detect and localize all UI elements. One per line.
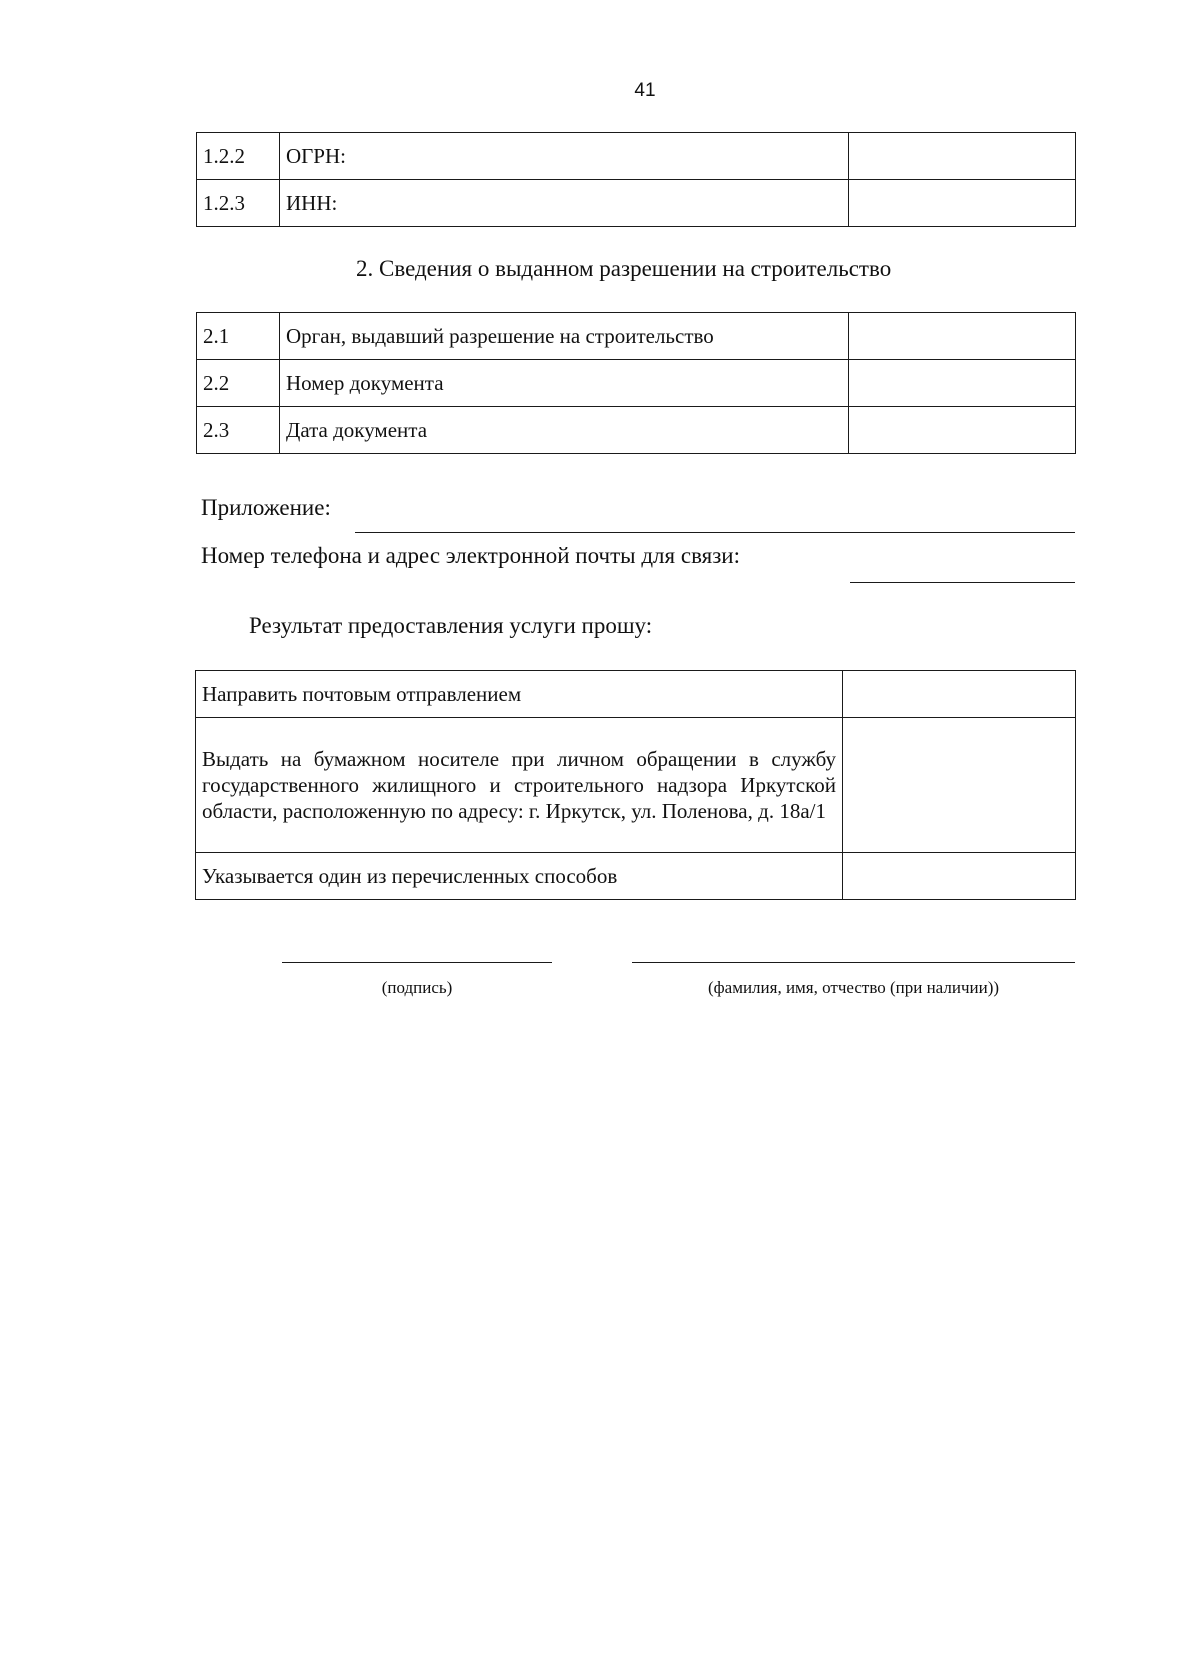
- paper-pickup-option-checkbox[interactable]: [843, 718, 1076, 853]
- applicant-ids-table: [196, 132, 1076, 227]
- result-option-text: Направить почтовым отправлением: [196, 671, 843, 718]
- row-number: 2.3: [197, 407, 280, 454]
- row-label: Орган, выдавший разрешение на строительство: [280, 313, 849, 360]
- inn-value-cell[interactable]: [849, 180, 1076, 227]
- postal-option-checkbox[interactable]: [843, 671, 1076, 718]
- issuing-body-value-cell[interactable]: [849, 313, 1076, 360]
- full-name-caption: (фамилия, имя, отчество (при наличии)): [707, 978, 1000, 997]
- ogrn-value-cell[interactable]: [849, 133, 1076, 180]
- table-row: [196, 718, 1076, 853]
- table-row: [196, 671, 1076, 718]
- appendix-input-line[interactable]: [355, 532, 1075, 533]
- table-row: [197, 407, 1076, 454]
- full-name-line[interactable]: [632, 962, 1075, 963]
- row-number: 1.2.2: [197, 133, 280, 180]
- table-row: [197, 133, 1076, 180]
- contact-label: Номер телефона и адрес электронной почты для связи:: [201, 543, 740, 568]
- row-label: ОГРН:: [280, 133, 849, 180]
- appendix-label: Приложение:: [201, 495, 331, 520]
- document-date-value-cell[interactable]: [849, 407, 1076, 454]
- row-number: 2.1: [197, 313, 280, 360]
- result-method-table: [195, 670, 1076, 900]
- row-number: 2.2: [197, 360, 280, 407]
- signature-line[interactable]: [282, 962, 552, 963]
- result-option-text: Указывается один из перечисленных способов: [196, 853, 843, 900]
- section-title: 2. Сведения о выданном разрешении на строительство: [356, 256, 892, 281]
- note-cell: [843, 853, 1076, 900]
- table-row: [197, 180, 1076, 227]
- permit-details-table: [196, 312, 1076, 454]
- row-number: 1.2.3: [197, 180, 280, 227]
- result-label: Результат предоставления услуги прошу:: [249, 613, 653, 638]
- table-row: [197, 313, 1076, 360]
- row-label: Дата документа: [280, 407, 849, 454]
- row-label: ИНН:: [280, 180, 849, 227]
- document-number-value-cell[interactable]: [849, 360, 1076, 407]
- table-row: [197, 360, 1076, 407]
- contact-input-line[interactable]: [850, 582, 1075, 583]
- page-number: 41: [634, 80, 656, 101]
- table-row: [196, 853, 1076, 900]
- row-label: Номер документа: [280, 360, 849, 407]
- result-option-text: Выдать на бумажном носителе при личном обращении в службу государственного жилищного и строительного надзора Иркутской области, расположенную по адресу: г. Иркутск, ул. Поленова, д. 18а/1: [196, 718, 843, 853]
- signature-caption: (подпись): [381, 978, 453, 997]
